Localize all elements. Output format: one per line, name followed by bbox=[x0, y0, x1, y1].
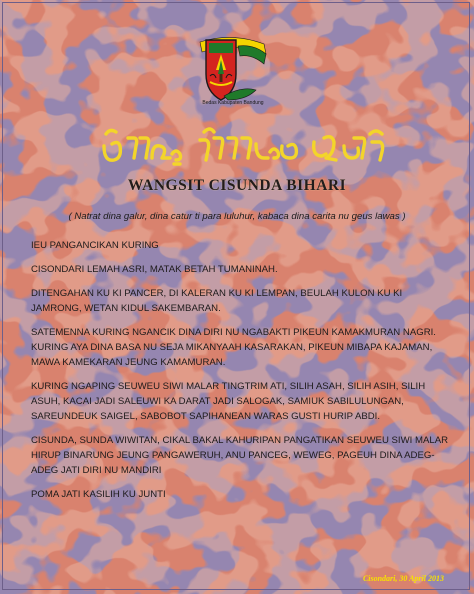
page-subtitle: ( Natrat dina galur, dina catur ti para luluhur, kabaca dina carita nu geus lawas ) bbox=[68, 211, 406, 222]
paragraph: CISUNDA, SUNDA WIWITAN, CIKAL BAKAL KAHURIPAN PANGATIKAN SEUWEU SIWI MALAR HIRUP BINARUNG JEUNG PANGAWERUH, ANU PANCEG, WEWEG, PAGEUH DINA ADEG-ADEG JATI DIRI NU MANDIRI bbox=[31, 435, 449, 476]
logo-caption: Bedas Kabupaten Bandung bbox=[202, 100, 264, 106]
page-title: WANGSIT CISUNDA BIHARI bbox=[127, 177, 347, 194]
paragraph: SATEMENNA KURING NGANCIK DINA DIRI NU NGABAKTI PIKEUN KAMAKMURAN NAGRI. KURING AYA DINA BASA NU SEJA MIKANYAAH KASARAKAN, PIKEUN MIBAPA KAJAMAN, MAWA KAMEKARAN JEUNG KAMAMURAN. bbox=[31, 327, 436, 368]
signature-date: Cisondari, 30 April 2013 bbox=[362, 574, 444, 583]
regency-coat-of-arms-icon bbox=[192, 30, 272, 110]
paragraph: IEU PANGANCIKAN KURING bbox=[31, 240, 159, 251]
paragraph: CISONDARI LEMAH ASRI, MATAK BETAH TUMANINAH. bbox=[31, 264, 278, 275]
poem-body bbox=[31, 238, 451, 511]
paragraph: KURING NGAPING SEUWEU SIWI MALAR TINGTRIM ATI, SILIH ASAH, SILIH ASIH, SILIH ASUH, KACAI JADI SALEUWI KA DARAT JADI SALOGAK, SAMIUK SABILULUNGAN, SAREUNDEUK SAIGEL, SABOBOT SAPIHANEAN WARAS GUSTI HURIP ABDI. bbox=[31, 381, 426, 422]
paragraph: DITENGAHAN KU KI PANCER, DI KALERAN KU KI LEMPAN, BEULAH KULON KU KI JAMRONG, WETAN KIDUL SAKEMBARAN. bbox=[31, 288, 403, 314]
paragraph: POMA JATI KASILIH KU JUNTI bbox=[31, 489, 166, 500]
sundanese-script-title-icon bbox=[100, 124, 390, 172]
